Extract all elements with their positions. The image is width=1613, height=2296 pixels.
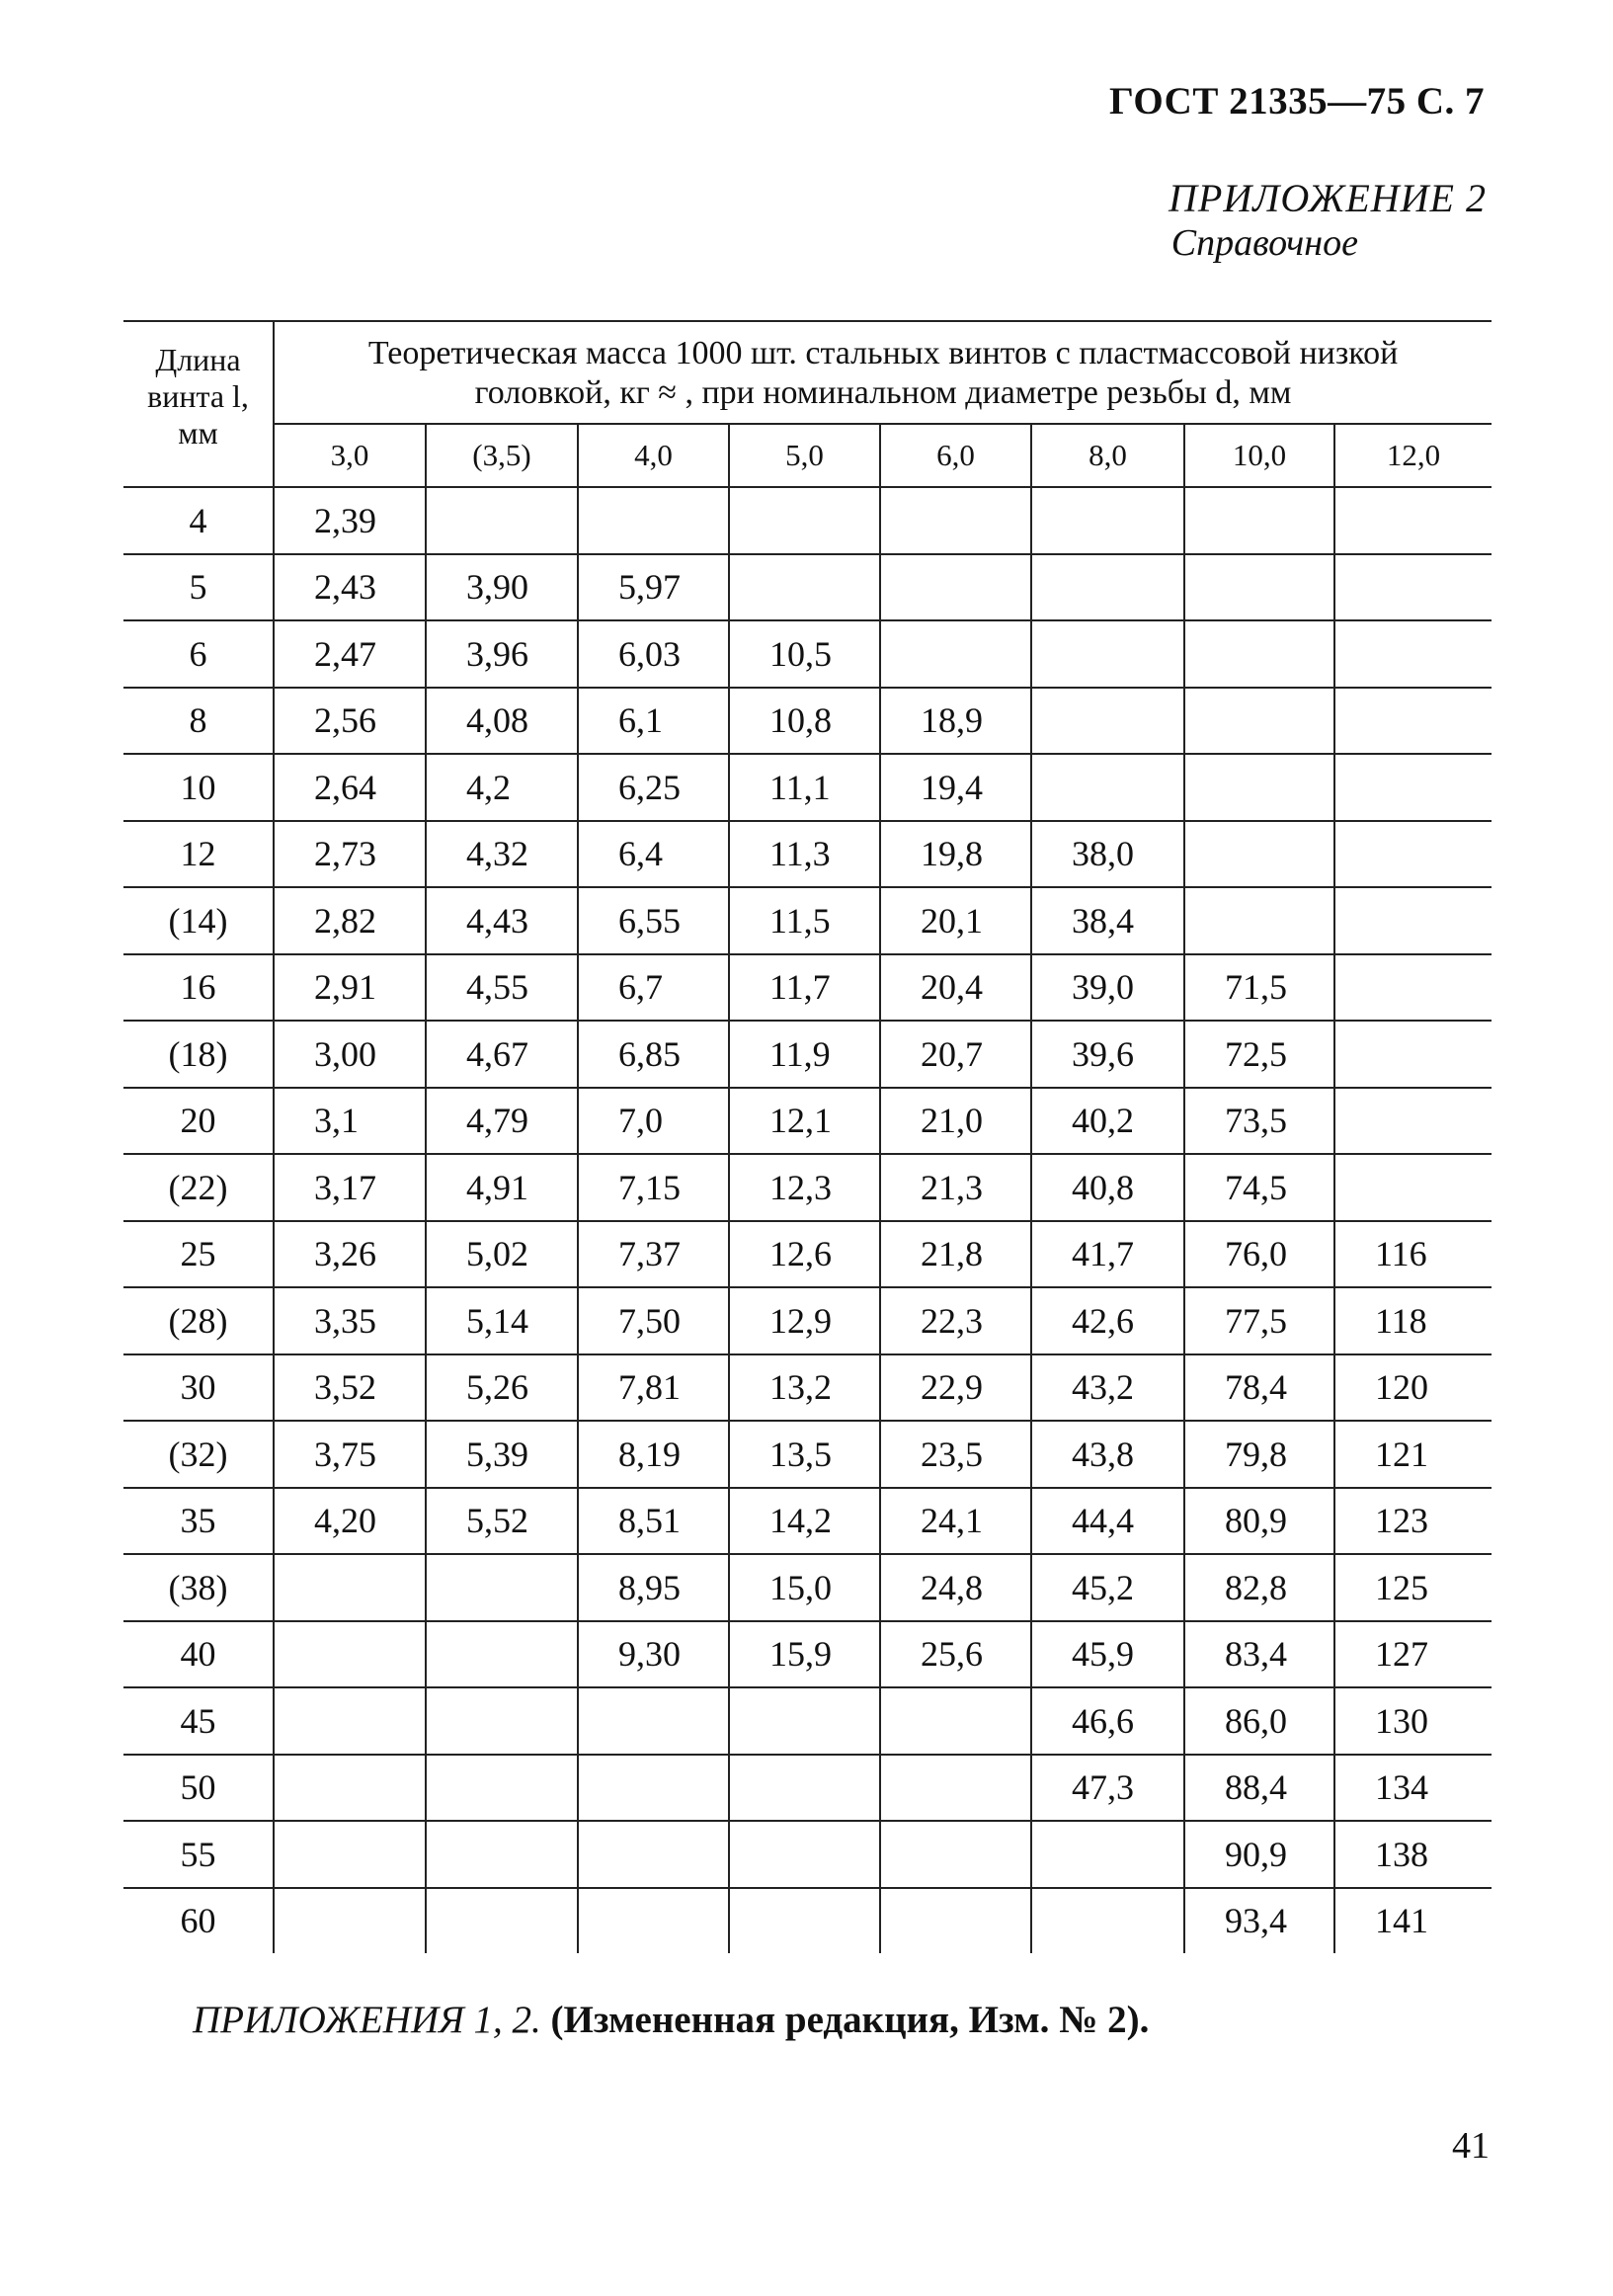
mass-cell: 39,0 — [1031, 954, 1184, 1022]
mass-cell: 2,56 — [274, 688, 426, 755]
mass-cell — [1334, 487, 1492, 554]
mass-cell: 11,1 — [729, 754, 880, 821]
mass-cell — [1184, 688, 1334, 755]
length-header-line-2: винта l, — [147, 378, 249, 414]
mass-cell: 11,3 — [729, 821, 880, 888]
table-row — [123, 1287, 1492, 1354]
mass-cell: 13,2 — [729, 1354, 880, 1422]
mass-cell: 20,1 — [880, 887, 1031, 954]
mass-cell: 4,91 — [426, 1154, 578, 1221]
diameter-header: 5,0 — [729, 424, 880, 487]
mass-cell: 77,5 — [1184, 1287, 1334, 1354]
length-cell: 55 — [123, 1821, 274, 1888]
mass-cell — [880, 1687, 1031, 1755]
mass-cell: 3,00 — [274, 1021, 426, 1088]
mass-cell: 6,1 — [578, 688, 729, 755]
mass-cell — [274, 1621, 426, 1688]
mass-cell — [426, 487, 578, 554]
mass-cell: 86,0 — [1184, 1687, 1334, 1755]
mass-cell — [426, 1621, 578, 1688]
table-row — [123, 1821, 1492, 1888]
mass-cell — [1031, 487, 1184, 554]
mass-cell: 138 — [1334, 1821, 1492, 1888]
diameter-header: (3,5) — [426, 424, 578, 487]
mass-cell: 7,50 — [578, 1287, 729, 1354]
table-row — [123, 821, 1492, 888]
table-row — [123, 1421, 1492, 1488]
page-header: ГОСТ 21335—75 С. 7 — [1109, 80, 1485, 123]
table-row — [123, 1621, 1492, 1688]
table-row — [123, 754, 1492, 821]
diameter-header: 6,0 — [880, 424, 1031, 487]
mass-cell: 118 — [1334, 1287, 1492, 1354]
mass-column-header — [274, 321, 1492, 424]
mass-cell: 2,43 — [274, 554, 426, 621]
length-cell: 60 — [180, 1901, 216, 1941]
mass-cell: 120 — [1334, 1354, 1492, 1422]
mass-cell — [578, 1687, 729, 1755]
table-row — [123, 1088, 1492, 1155]
mass-cell: 82,8 — [1184, 1554, 1334, 1621]
mass-cell: 134 — [1334, 1755, 1492, 1822]
mass-cell: 19,8 — [880, 821, 1031, 888]
mass-cell: 5,97 — [578, 554, 729, 621]
mass-cell — [1184, 821, 1334, 888]
length-cell: 20 — [123, 1088, 274, 1155]
mass-cell: 6,55 — [578, 887, 729, 954]
mass-cell — [1031, 554, 1184, 621]
mass-cell: 3,52 — [274, 1354, 426, 1422]
mass-cell: 130 — [1334, 1687, 1492, 1755]
mass-header-line-2: головкой, кг ≈ , при номинальном диаметре резьбы d, мм — [474, 374, 1292, 411]
table-row — [123, 1554, 1492, 1621]
mass-cell — [1334, 620, 1492, 688]
mass-cell — [1031, 1888, 1184, 1954]
mass-cell — [578, 1821, 729, 1888]
mass-cell: 73,5 — [1184, 1088, 1334, 1155]
mass-cell: 4,55 — [426, 954, 578, 1022]
table-row — [123, 487, 1492, 554]
mass-cell: 6,25 — [578, 754, 729, 821]
mass-cell: 5,14 — [426, 1287, 578, 1354]
mass-cell — [1334, 1154, 1492, 1221]
mass-cell: 4,67 — [426, 1021, 578, 1088]
mass-cell — [1031, 688, 1184, 755]
mass-cell: 10,5 — [729, 620, 880, 688]
diameter-header: 3,0 — [274, 424, 426, 487]
mass-cell: 2,82 — [274, 887, 426, 954]
mass-cell: 4,08 — [426, 688, 578, 755]
length-cell: (22) — [123, 1154, 274, 1221]
table-header-row — [123, 321, 1492, 424]
length-cell: 5 — [123, 554, 274, 621]
mass-cell — [1184, 554, 1334, 621]
mass-cell — [1184, 887, 1334, 954]
footer-note-italic: ПРИЛОЖЕНИЯ 1, 2. — [193, 1999, 541, 2041]
mass-cell: 10,8 — [729, 688, 880, 755]
table-row — [123, 1354, 1492, 1422]
mass-cell — [729, 1888, 880, 1954]
mass-cell — [1184, 487, 1334, 554]
mass-cell — [880, 1755, 1031, 1822]
mass-cell: 40,2 — [1031, 1088, 1184, 1155]
mass-cell — [1334, 754, 1492, 821]
mass-cell: 2,39 — [274, 487, 426, 554]
mass-cell: 3,1 — [274, 1088, 426, 1155]
mass-cell: 5,52 — [426, 1488, 578, 1555]
mass-cell: 80,9 — [1184, 1488, 1334, 1555]
length-cell: 6 — [123, 620, 274, 688]
mass-cell — [729, 1821, 880, 1888]
mass-cell — [729, 1687, 880, 1755]
mass-cell: 5,02 — [426, 1221, 578, 1288]
mass-cell: 41,7 — [1031, 1221, 1184, 1288]
mass-cell: 12,6 — [729, 1221, 880, 1288]
mass-cell: 72,5 — [1184, 1021, 1334, 1088]
mass-cell: 45,9 — [1031, 1621, 1184, 1688]
mass-cell: 24,1 — [880, 1488, 1031, 1555]
table-row — [123, 554, 1492, 621]
mass-cell — [1334, 821, 1492, 888]
mass-cell: 15,9 — [729, 1621, 880, 1688]
length-cell: 25 — [123, 1221, 274, 1288]
mass-cell: 21,3 — [880, 1154, 1031, 1221]
diameter-header: 12,0 — [1334, 424, 1492, 487]
mass-cell — [1184, 620, 1334, 688]
mass-cell: 3,96 — [426, 620, 578, 688]
length-cell: 16 — [123, 954, 274, 1022]
mass-cell: 12,9 — [729, 1287, 880, 1354]
page-number: 41 — [1452, 2125, 1490, 2167]
mass-header-line-1: Теоретическая масса 1000 шт. стальных винтов с пластмассовой низкой — [367, 335, 1399, 371]
mass-cell: 121 — [1334, 1421, 1492, 1488]
mass-cell: 47,3 — [1031, 1755, 1184, 1822]
mass-cell: 5,26 — [426, 1354, 578, 1422]
mass-cell — [274, 1554, 426, 1621]
table-row — [123, 620, 1492, 688]
mass-cell: 13,5 — [729, 1421, 880, 1488]
mass-cell: 2,64 — [274, 754, 426, 821]
appendix-title: ПРИЛОЖЕНИЕ 2 — [1169, 176, 1487, 220]
mass-cell — [578, 1888, 729, 1954]
mass-cell: 38,0 — [1031, 821, 1184, 888]
mass-cell — [880, 1821, 1031, 1888]
mass-cell: 11,5 — [729, 887, 880, 954]
mass-cell: 39,6 — [1031, 1021, 1184, 1088]
mass-cell: 74,5 — [1184, 1154, 1334, 1221]
table-row — [123, 887, 1492, 954]
mass-cell: 123 — [1334, 1488, 1492, 1555]
mass-cell: 7,0 — [578, 1088, 729, 1155]
mass-cell — [274, 1821, 426, 1888]
table-row — [123, 1488, 1492, 1555]
mass-cell: 11,7 — [729, 954, 880, 1022]
mass-cell: 7,37 — [578, 1221, 729, 1288]
mass-cell — [426, 1755, 578, 1822]
diameter-header: 8,0 — [1031, 424, 1184, 487]
mass-cell — [1031, 1821, 1184, 1888]
mass-cell: 6,7 — [578, 954, 729, 1022]
diameter-header: 10,0 — [1184, 424, 1334, 487]
length-cell: 12 — [123, 821, 274, 888]
mass-cell: 2,73 — [274, 821, 426, 888]
mass-cell: 7,81 — [578, 1354, 729, 1422]
table-row — [123, 954, 1492, 1022]
mass-cell: 8,51 — [578, 1488, 729, 1555]
mass-cell: 79,8 — [1184, 1421, 1334, 1488]
mass-cell: 22,9 — [880, 1354, 1031, 1422]
mass-cell: 7,15 — [578, 1154, 729, 1221]
mass-cell: 43,2 — [1031, 1354, 1184, 1422]
mass-cell — [880, 620, 1031, 688]
length-header-line-3: мм — [178, 415, 218, 451]
mass-cell — [1031, 620, 1184, 688]
mass-cell: 116 — [1334, 1221, 1492, 1288]
mass-cell: 43,8 — [1031, 1421, 1184, 1488]
mass-cell: 88,4 — [1184, 1755, 1334, 1822]
mass-cell — [274, 1888, 426, 1954]
table-row — [123, 1755, 1492, 1822]
mass-cell — [1334, 1021, 1492, 1088]
length-cell: 8 — [123, 688, 274, 755]
length-cell: (18) — [123, 1021, 274, 1088]
table-body — [123, 487, 1492, 1953]
mass-cell — [1031, 754, 1184, 821]
length-cell: (32) — [123, 1421, 274, 1488]
length-cell: 4 — [123, 487, 274, 554]
mass-cell — [1334, 887, 1492, 954]
mass-cell: 83,4 — [1184, 1621, 1334, 1688]
mass-cell: 11,9 — [729, 1021, 880, 1088]
mass-cell — [1334, 554, 1492, 621]
table-row — [123, 1221, 1492, 1288]
mass-cell: 93,4 — [1184, 1888, 1334, 1954]
mass-cell — [880, 487, 1031, 554]
mass-cell — [1334, 688, 1492, 755]
length-cell: 40 — [123, 1621, 274, 1688]
diameter-header-row — [123, 424, 1492, 487]
mass-cell: 14,2 — [729, 1488, 880, 1555]
footer-note-bold: (Измененная редакция, Изм. № 2). — [550, 1999, 1150, 2041]
length-cell: (28) — [123, 1287, 274, 1354]
mass-cell — [880, 554, 1031, 621]
mass-cell: 38,4 — [1031, 887, 1184, 954]
length-header-line-1: Длина — [155, 342, 241, 377]
mass-cell — [1334, 954, 1492, 1022]
mass-cell: 22,3 — [880, 1287, 1031, 1354]
mass-cell: 6,4 — [578, 821, 729, 888]
mass-cell: 71,5 — [1184, 954, 1334, 1022]
mass-cell — [729, 1755, 880, 1822]
appendix-block — [1169, 176, 1487, 265]
length-cell: 35 — [123, 1488, 274, 1555]
mass-cell: 42,6 — [1031, 1287, 1184, 1354]
mass-cell: 3,26 — [274, 1221, 426, 1288]
length-cell: 10 — [123, 754, 274, 821]
length-cell: 30 — [123, 1354, 274, 1422]
mass-cell: 4,79 — [426, 1088, 578, 1155]
length-cell: 50 — [123, 1755, 274, 1822]
mass-cell: 3,35 — [274, 1287, 426, 1354]
mass-cell: 141 — [1334, 1888, 1492, 1954]
mass-cell: 23,5 — [880, 1421, 1031, 1488]
mass-cell: 5,39 — [426, 1421, 578, 1488]
mass-cell: 127 — [1334, 1621, 1492, 1688]
mass-cell: 4,32 — [426, 821, 578, 888]
length-cell: 45 — [123, 1687, 274, 1755]
mass-cell: 78,4 — [1184, 1354, 1334, 1422]
length-cell: (38) — [123, 1554, 274, 1621]
mass-cell — [426, 1821, 578, 1888]
mass-cell: 8,95 — [578, 1554, 729, 1621]
table-row — [123, 1888, 1492, 1954]
mass-cell: 6,85 — [578, 1021, 729, 1088]
footer-note — [193, 1998, 1149, 2042]
mass-cell: 12,3 — [729, 1154, 880, 1221]
mass-cell: 46,6 — [1031, 1687, 1184, 1755]
mass-cell — [426, 1554, 578, 1621]
mass-cell: 21,0 — [880, 1088, 1031, 1155]
mass-cell: 3,90 — [426, 554, 578, 621]
mass-cell: 15,0 — [729, 1554, 880, 1621]
mass-cell: 125 — [1334, 1554, 1492, 1621]
mass-cell: 90,9 — [1184, 1821, 1334, 1888]
mass-cell: 3,75 — [274, 1421, 426, 1488]
mass-cell — [578, 1755, 729, 1822]
mass-table — [123, 320, 1492, 1953]
mass-cell — [1334, 1088, 1492, 1155]
mass-cell: 20,4 — [880, 954, 1031, 1022]
mass-cell: 19,4 — [880, 754, 1031, 821]
mass-cell — [274, 1755, 426, 1822]
mass-cell: 21,8 — [880, 1221, 1031, 1288]
mass-cell: 24,8 — [880, 1554, 1031, 1621]
appendix-subtitle: Справочное — [1170, 222, 1358, 264]
diameter-header: 4,0 — [578, 424, 729, 487]
mass-cell: 9,30 — [578, 1621, 729, 1688]
table-row — [123, 1021, 1492, 1088]
mass-cell: 40,8 — [1031, 1154, 1184, 1221]
mass-cell: 6,03 — [578, 620, 729, 688]
table-row — [123, 688, 1492, 755]
mass-cell: 4,43 — [426, 887, 578, 954]
mass-cell: 8,19 — [578, 1421, 729, 1488]
mass-cell: 4,20 — [274, 1488, 426, 1555]
mass-cell: 2,91 — [274, 954, 426, 1022]
table-row — [123, 1687, 1492, 1755]
mass-cell: 25,6 — [880, 1621, 1031, 1688]
mass-cell: 4,2 — [426, 754, 578, 821]
mass-cell: 18,9 — [880, 688, 1031, 755]
mass-cell — [880, 1888, 1031, 1954]
mass-cell: 20,7 — [880, 1021, 1031, 1088]
length-cell: (14) — [123, 887, 274, 954]
mass-cell — [578, 487, 729, 554]
mass-cell: 2,47 — [274, 620, 426, 688]
mass-cell — [426, 1687, 578, 1755]
mass-cell — [274, 1687, 426, 1755]
table-row — [123, 1154, 1492, 1221]
mass-cell — [729, 487, 880, 554]
mass-cell: 44,4 — [1031, 1488, 1184, 1555]
mass-cell: 76,0 — [1184, 1221, 1334, 1288]
length-column-header — [123, 321, 274, 487]
mass-cell: 12,1 — [729, 1088, 880, 1155]
mass-cell — [1184, 754, 1334, 821]
mass-cell — [729, 554, 880, 621]
mass-cell: 45,2 — [1031, 1554, 1184, 1621]
mass-cell — [426, 1888, 578, 1954]
mass-cell: 3,17 — [274, 1154, 426, 1221]
